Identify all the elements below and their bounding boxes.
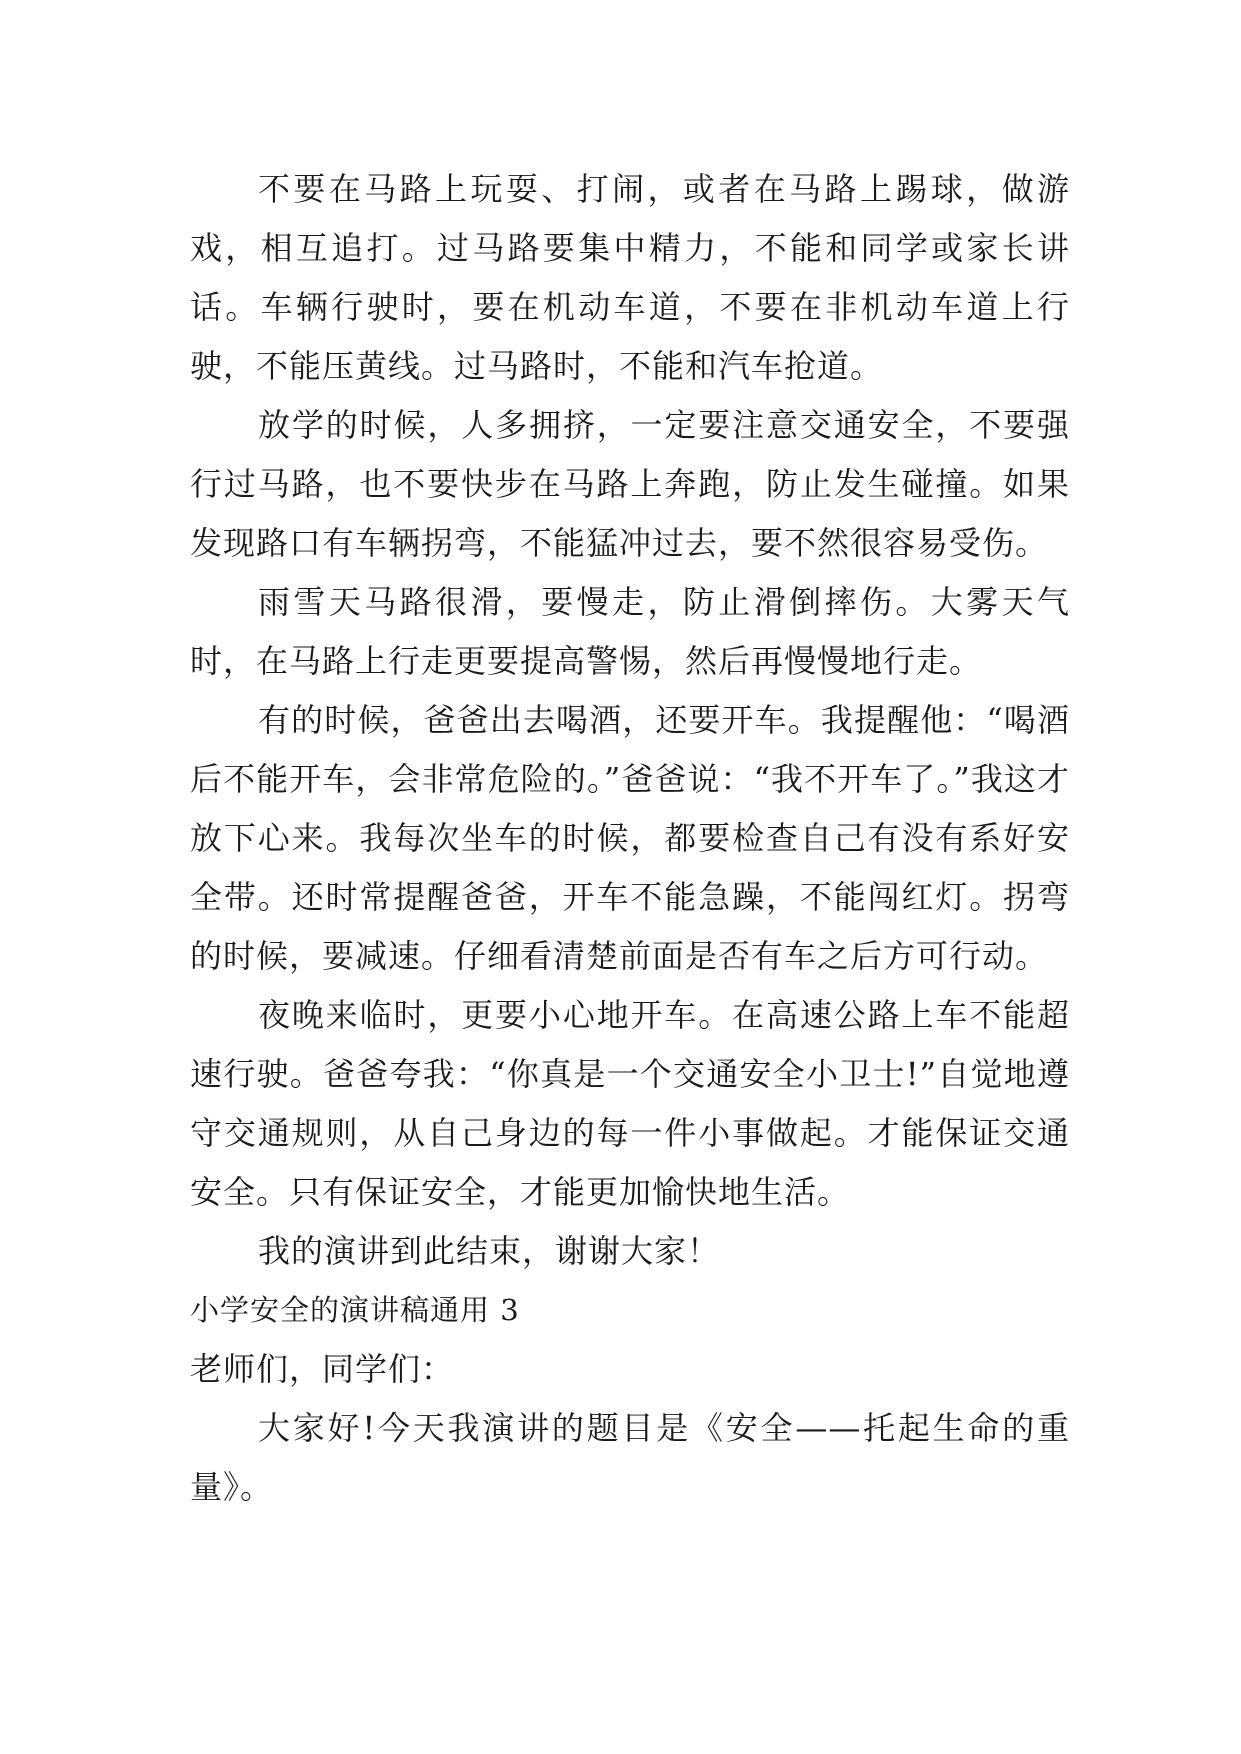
salutation: 老师们，同学们：	[190, 1350, 455, 1388]
section-heading: 小学安全的演讲稿通用 3	[190, 1293, 520, 1327]
paragraph-closing: 我的演讲到此结束，谢谢大家！	[258, 1232, 721, 1270]
paragraph-night-driving: 夜晚来临时，更要小心地开车。在高速公路上车不能超速行驶。爸爸夸我：“你真是一个交通安全小卫士!”自觉地遵守交通规则，从自己身边的每一件小事做起。才能保证交通安全。只有保证安全，才能更加愉快地生活。	[190, 996, 1070, 1211]
document-body	[190, 160, 1070, 1517]
paragraph-rain-snow: 雨雪天马路很滑，要慢走，防止滑倒摔伤。大雾天气时，在马路上行走更要提高警惕，然后再慢慢地行走。	[190, 583, 1070, 680]
paragraph-drink-driving: 有的时候，爸爸出去喝酒，还要开车。我提醒他：“喝酒后不能开车，会非常危险的。”爸爸说：“我不开车了。”我这才放下心来。我每次坐车的时候，都要检查自己有没有系好安全带。还时常提醒爸爸，开车不能急躁，不能闯红灯。拐弯的时候，要减速。仔细看清楚前面是否有车之后方可行动。	[190, 701, 1070, 975]
paragraph-after-school: 放学的时候，人多拥挤，一定要注意交通安全，不要强行过马路，也不要快步在马路上奔跑，防止发生碰撞。如果发现路口有车辆拐弯，不能猛冲过去，要不然很容易受伤。	[190, 406, 1070, 562]
paragraph-road-play: 不要在马路上玩耍、打闹，或者在马路上踢球，做游戏，相互追打。过马路要集中精力，不能和同学或家长讲话。车辆行驶时，要在机动车道，不要在非机动车道上行驶，不能压黄线。过马路时，不能和汽车抢道。	[190, 170, 1070, 385]
paragraph-intro: 大家好!今天我演讲的题目是《安全——托起生命的重量》。	[190, 1409, 1070, 1506]
